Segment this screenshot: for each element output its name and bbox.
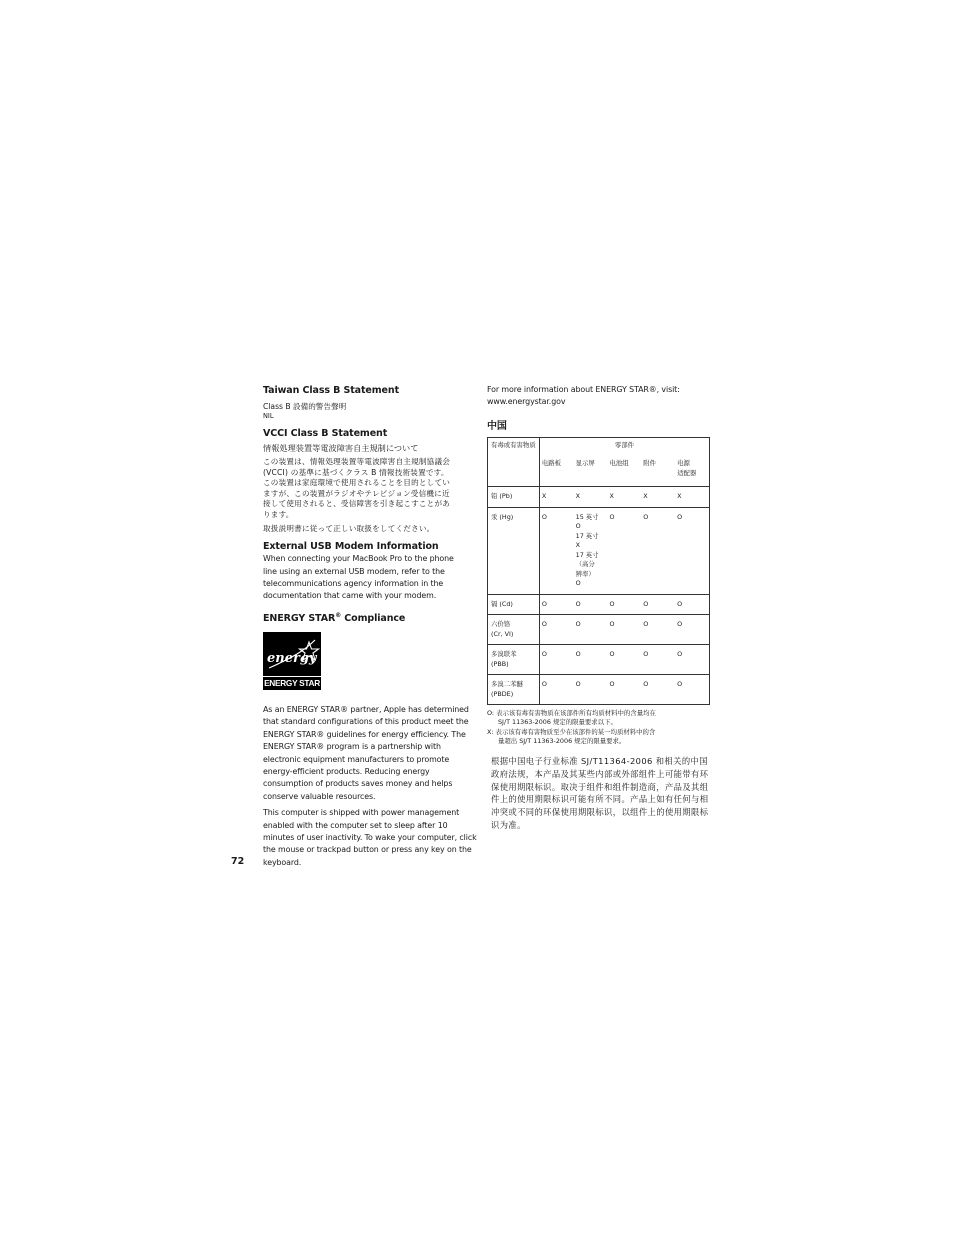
table-cell: X bbox=[641, 487, 675, 508]
taiwan-statement: Class B 設備的警告聲明 bbox=[263, 402, 347, 411]
china-paragraph: 根据中国电子行业标准 SJ/T11364-2006 和相关的中国政府法规，本产品及其某些内部或外部组件上可能带有环保使用期限标识。取决于组件和组件制造商，产品及其组件上的使用期限标识可能有所不同。产品上如有任何与相冲突或不同的环保使用期限标识，以组件上的使用期限标识为准。 bbox=[491, 755, 709, 830]
china-heading: 中国 bbox=[487, 420, 507, 432]
table-cell: O bbox=[539, 594, 573, 615]
table-cell: O bbox=[675, 645, 709, 675]
vcci-heading: VCCI Class B Statement bbox=[263, 428, 388, 439]
table-cell: O bbox=[675, 615, 709, 645]
table-cell: X bbox=[607, 487, 641, 508]
table-cell: O bbox=[641, 645, 675, 675]
usb-body: When connecting your MacBook Pro to the phone line using an external USB modem, refer to the telecommunications agency information in the documentation that came with your modem. bbox=[263, 554, 454, 601]
table-cell: O bbox=[607, 645, 641, 675]
energy-url: www.energystar.gov bbox=[487, 397, 566, 407]
table-cell: O bbox=[675, 594, 709, 615]
energy-star-logo bbox=[263, 632, 321, 690]
table-cell: O bbox=[641, 615, 675, 645]
energy-star-band: ENERGY STAR bbox=[264, 677, 320, 688]
note-x: X: 表示该有毒有害物质至少在该部件的某一均质材料中的含 量超出 SJ/T 11363-2006 规定的限量要求。 bbox=[487, 728, 656, 745]
energy-para-2: This computer is shipped with power management enabled with the computer set to sleep after 10 minutes of user inactivity. To wake your computer, click the mouse or trackpad button or press any key on the keyboard. bbox=[263, 808, 477, 867]
table-cell: O bbox=[675, 507, 709, 594]
table-parts-label: 零部件 bbox=[614, 440, 634, 449]
vcci-body: この装置は、情報処理装置等電波障害自主規制協議会 (VCCI) の基準に基づくクラス B 情報技術装置です。この装置は家庭環境で使用されることを目的としていますが、この装置がラジオやテレビジョン受信機に近接して使用されると、受信障害を引き起こすことがあります。 bbox=[263, 457, 451, 519]
table-row bbox=[488, 675, 710, 705]
taiwan-heading: Taiwan Class B Statement bbox=[263, 385, 400, 396]
table-cell: O bbox=[607, 675, 641, 705]
table-row-label: 镉 (Cd) bbox=[488, 594, 540, 615]
energy-heading: ENERGY STAR® Compliance bbox=[263, 611, 406, 624]
table-row bbox=[488, 487, 710, 508]
table-column-header: 显示屏 bbox=[575, 459, 595, 468]
page-number: 72 bbox=[231, 856, 245, 867]
table-cell: O bbox=[607, 594, 641, 615]
table-row bbox=[488, 507, 710, 594]
table-header-row bbox=[488, 437, 710, 453]
table-cell: O bbox=[574, 675, 608, 705]
table-cell: X bbox=[574, 487, 608, 508]
vcci-title: 情報処理装置等電波障害自主規制について bbox=[263, 443, 419, 453]
table-row-label: 多溴二苯醚 (PBDE) bbox=[488, 675, 540, 705]
vcci-footer: 取扱説明書に従って正しい取扱をしてください。 bbox=[263, 523, 435, 533]
table-cell: O bbox=[574, 645, 608, 675]
table-cell: O bbox=[641, 507, 675, 594]
table-cell: 15 英寸 O 17 英寸 X 17 英寸 （高分 辨率） O bbox=[574, 507, 608, 594]
table-cell: O bbox=[675, 675, 709, 705]
table-row-label: 铅 (Pb) bbox=[488, 487, 540, 508]
table-row bbox=[488, 615, 710, 645]
table-cell: O bbox=[574, 615, 608, 645]
right-column bbox=[487, 384, 711, 832]
table-cell: O bbox=[641, 675, 675, 705]
table-cell: O bbox=[539, 675, 573, 705]
table-row bbox=[488, 594, 710, 615]
left-column bbox=[263, 384, 481, 869]
table-cell: O bbox=[539, 615, 573, 645]
table-cell: X bbox=[675, 487, 709, 508]
usb-heading: External USB Modem Information bbox=[263, 541, 439, 553]
table-row-label: 六价铬 (Cr, VI) bbox=[488, 615, 540, 645]
rohs-table bbox=[487, 437, 710, 706]
energy-star-icon bbox=[263, 632, 321, 677]
table-cell: O bbox=[574, 594, 608, 615]
table-column-header: 电池组 bbox=[609, 459, 629, 468]
table-column-header: 电路板 bbox=[541, 459, 561, 468]
table-column-header: 附件 bbox=[643, 459, 657, 468]
table-cell: X bbox=[539, 487, 573, 508]
table-cell: O bbox=[641, 594, 675, 615]
table-row-label: 汞 (Hg) bbox=[488, 507, 540, 594]
table-cell: O bbox=[539, 645, 573, 675]
table-cell: O bbox=[607, 615, 641, 645]
energy-para-1: As an ENERGY STAR® partner, Apple has determined that standard configurations of this product meet the ENERGY STAR® guidelines for energy efficiency. The ENERGY STAR® program is a partnership with electronic equipment manufacturers to promote energy-efficient products. Reducing energy consumption of products saves money and helps conserve valuable resources. bbox=[263, 704, 469, 801]
note-o: O: 表示该有毒有害物质在该部件所有均质材料中的含量均在 SJ/T 11363-2006 规定的限量要求以下。 bbox=[487, 709, 656, 726]
table-row-label: 多溴联苯 (PBB) bbox=[488, 645, 540, 675]
table-column-header: 电源 适配器 bbox=[677, 459, 697, 477]
table-cell: O bbox=[607, 507, 641, 594]
energy-more-info: For more information about ENERGY STAR®, visit: bbox=[487, 385, 680, 394]
table-row bbox=[488, 645, 710, 675]
table-corner-label: 有毒或有害物质 bbox=[488, 437, 540, 487]
svg-text:energy: energy bbox=[267, 650, 317, 666]
taiwan-nil: NIL bbox=[263, 412, 274, 420]
table-cell: O bbox=[539, 507, 573, 594]
